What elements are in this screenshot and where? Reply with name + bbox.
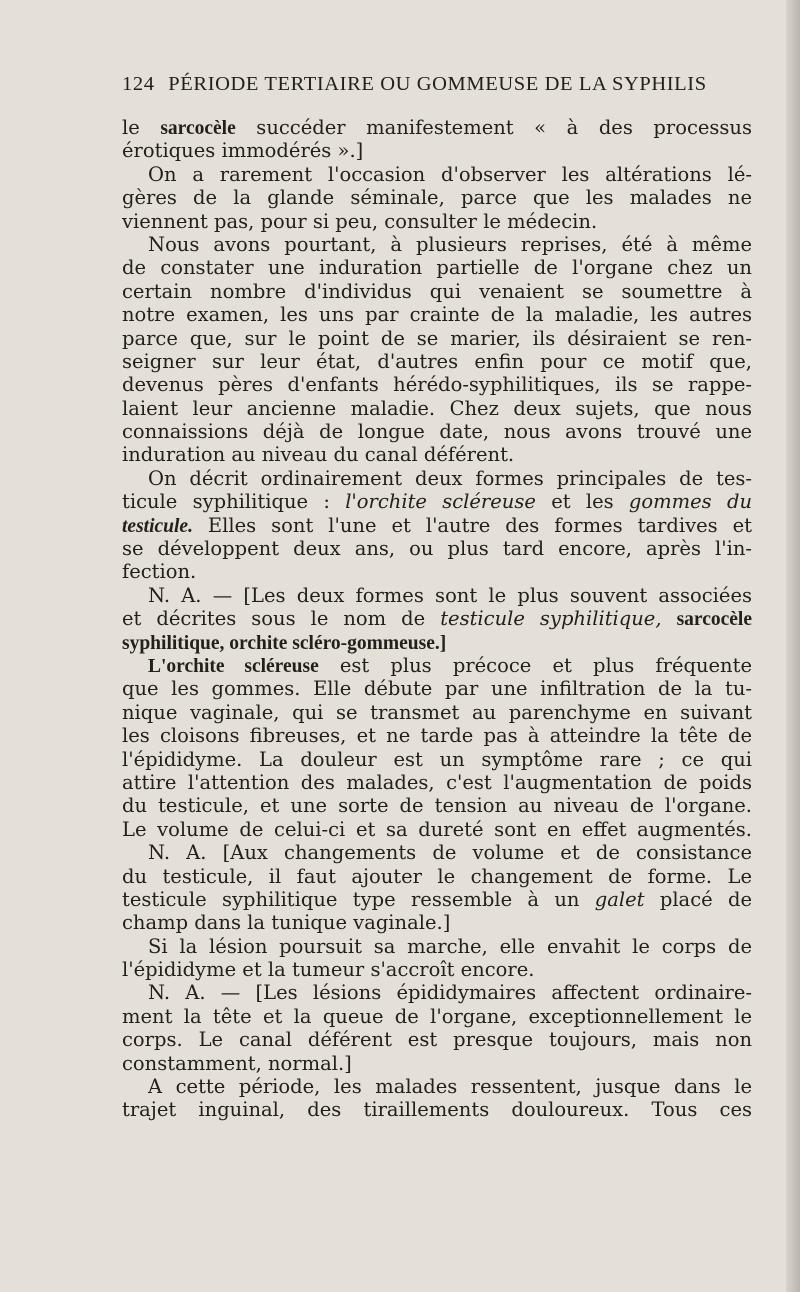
text-line: attire l'attention des malades, c'est l'augmentation de poids xyxy=(122,770,752,794)
text-line: A cette période, les malades ressentent, jusque dans le xyxy=(148,1075,752,1099)
text-line: viennent pas, pour si peu, consulter le médecin. xyxy=(122,209,598,233)
text-line: l'épididyme. La douleur est un symptôme rare ; ce qui xyxy=(122,747,752,771)
text-line: nique vaginale, qui se transmet au parenchyme en suivant xyxy=(122,700,752,724)
text-line: champ dans la tunique vaginale.] xyxy=(122,911,451,935)
text-line: du testicule, et une sorte de tension au niveau de l'organe. xyxy=(122,794,752,818)
text-line: l'épididyme et la tumeur s'accroît encore. xyxy=(122,958,535,982)
text-line: N. A. [Aux changements de volume et de consistance xyxy=(148,841,752,865)
text-line: les cloisons fibreuses, et ne tarde pas à atteindre la tête de xyxy=(122,724,752,748)
text-line: du testicule, il faut ajouter le changement de forme. Le xyxy=(122,864,752,888)
text-line: ment la tête et la queue de l'organe, exceptionnellement le xyxy=(122,1004,752,1028)
text-line: que les gommes. Elle débute par une infiltration de la tu- xyxy=(122,677,752,701)
text-line: se développent deux ans, ou plus tard encore, après l'in- xyxy=(122,537,752,561)
text-line: ticule syphilitique : l'orchite scléreuse et les gommes du xyxy=(122,490,752,514)
text-line: seigner sur leur état, d'autres enfin pour ce motif que, xyxy=(122,349,752,373)
text-line: On décrit ordinairement deux formes principales de tes- xyxy=(148,466,752,490)
running-title: PÉRIODE TERTIAIRE OU GOMMEUSE DE LA SYPHILIS xyxy=(168,73,707,95)
text-line: N. A. — [Les deux formes sont le plus souvent associées xyxy=(148,583,752,607)
text-line: constamment, normal.] xyxy=(122,1051,352,1075)
text-line: induration au niveau du canal déférent. xyxy=(122,443,515,467)
text-line: Nous avons pourtant, à plusieurs reprises, été à même xyxy=(148,232,752,256)
text-line: de constater une induration partielle de l'organe chez un xyxy=(122,256,752,280)
text-line: L'orchite scléreuse est plus précoce et plus fréquente xyxy=(148,653,752,677)
text-line: érotiques immodérés ».] xyxy=(122,139,364,163)
text-line: N. A. — [Les lésions épididymaires affectent ordinaire- xyxy=(148,981,752,1005)
text-line: syphilitique, orchite scléro-gommeuse.] xyxy=(122,632,447,654)
text-line: connaissions déjà de longue date, nous avons trouvé une xyxy=(122,420,752,444)
text-line: corps. Le canal déférent est presque toujours, mais non xyxy=(122,1028,752,1052)
text-line: notre examen, les uns par crainte de la maladie, les autres xyxy=(122,303,752,327)
text-line: On a rarement l'occasion d'observer les altérations lé- xyxy=(148,162,752,186)
text-line: Si la lésion poursuit sa marche, elle envahit le corps de xyxy=(148,934,752,958)
book-page xyxy=(122,70,752,1122)
text-line: testicule. Elles sont l'une et l'autre des formes tardives et xyxy=(122,513,752,537)
running-head xyxy=(122,70,752,98)
text-line: certain nombre d'individus qui venaient se soumettre à xyxy=(122,279,752,303)
body-text xyxy=(122,116,752,1122)
text-line: gères de la glande séminale, parce que les malades ne xyxy=(122,186,752,210)
text-line: Le volume de celui-ci et sa dureté sont en effet augmentés. xyxy=(122,817,752,841)
text-line: le sarcocèle succéder manifestement « à des processus xyxy=(122,116,752,139)
text-line: laient leur ancienne maladie. Chez deux sujets, que nous xyxy=(122,396,752,420)
page-number: 124 xyxy=(122,73,155,95)
text-line: trajet inguinal, des tiraillements douloureux. Tous ces xyxy=(122,1098,752,1122)
page-edge-shadow xyxy=(786,0,800,1292)
text-line: devenus pères d'enfants hérédo-syphilitiques, ils se rappe- xyxy=(122,373,752,397)
text-line: et décrites sous le nom de testicule syphilitique, sarcocèle xyxy=(122,607,753,631)
text-line: parce que, sur le point de se marier, ils désiraient se ren- xyxy=(122,326,752,350)
text-line: fection. xyxy=(122,560,197,584)
text-line: testicule syphilitique type ressemble à un galet placé de xyxy=(122,887,752,911)
